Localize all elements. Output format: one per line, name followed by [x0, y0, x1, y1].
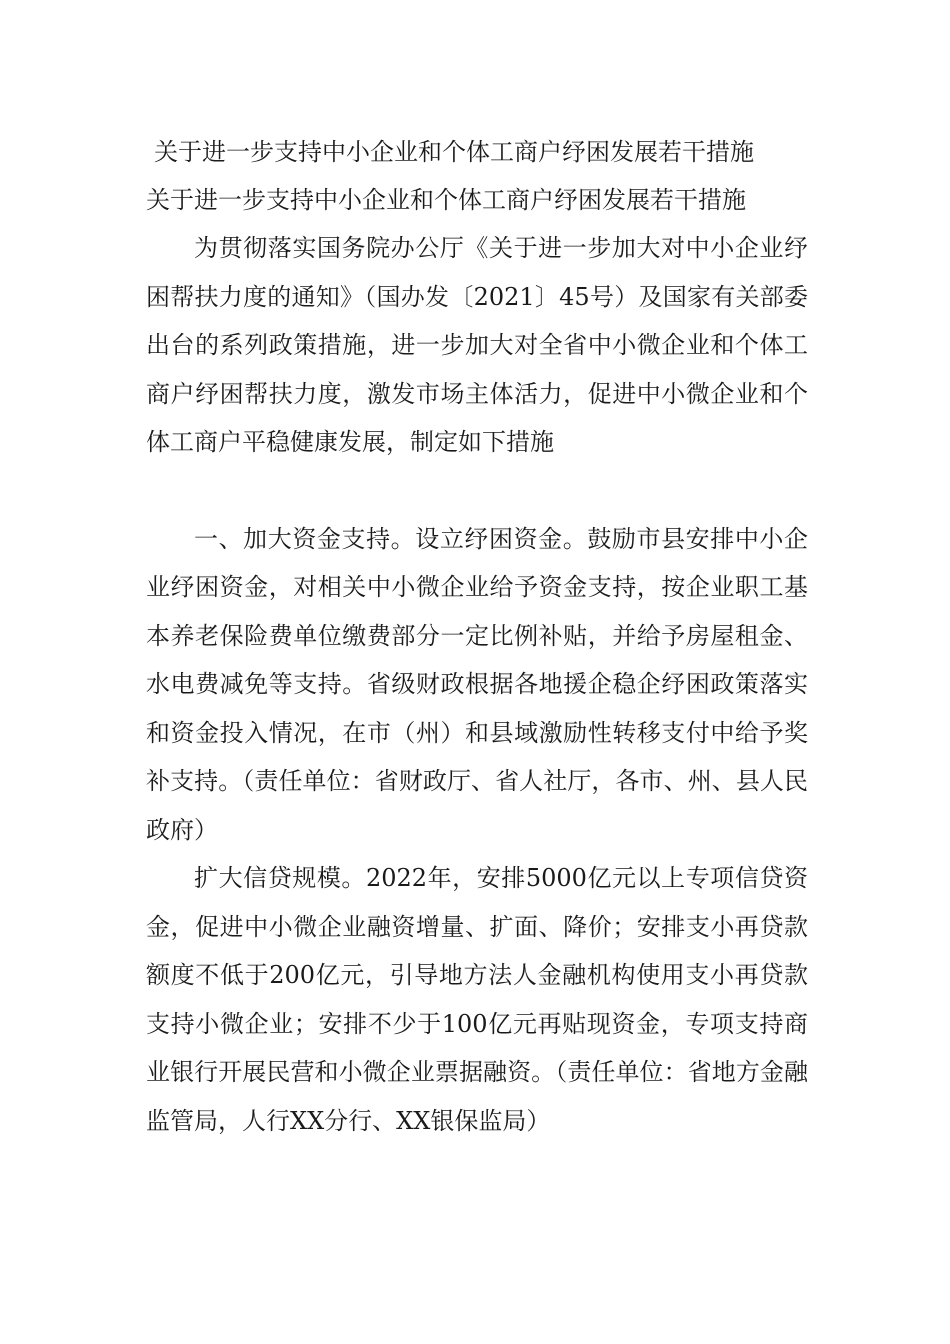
document-title-line-1: 关于进一步支持中小企业和个体工商户纾困发展若干措施 — [154, 138, 754, 166]
section-1-paragraph: 一、加大资金支持。设立纾困资金。鼓励市县安排中小企业纾困资金，对相关中小微企业给予资金支持，按企业职工基本养老保险费单位缴费部分一定比例补贴，并给予房屋租金、水电费减免等支持。省级财政根据各地援企稳企纾困政策落实和资金投入情况，在市（州）和县域激励性转移支付中给予奖补支持。（责任单位：省财政厅、省人社厅，各市、州、县人民政府） — [146, 524, 808, 844]
credit-scale-paragraph: 扩大信贷规模。2022年，安排5000亿元以上专项信贷资金，促进中小微企业融资增量、扩面、降价；安排支小再贷款额度不低于200亿元，引导地方法人金融机构使用支小再贷款支持小微企业；安排不少于100亿元再贴现资金，专项支持商业银行开展民营和小微企业票据融资。（责任单位：省地方金融监管局，人行XX分行、XX银保监局） — [146, 864, 808, 1135]
document-title-line-2: 关于进一步支持中小企业和个体工商户纾困发展若干措施 — [146, 186, 746, 214]
paragraph-gap — [146, 467, 808, 515]
intro-paragraph: 为贯彻落实国务院办公厅《关于进一步加大对中小企业纾困帮扶力度的通知》（国办发〔2021〕45号）及国家有关部委出台的系列政策措施，进一步加大对全省中小微企业和个体工商户纾困帮扶力度，激发市场主体活力，促进中小微企业和个体工商户平稳健康发展，制定如下措施 — [146, 234, 808, 456]
document-page — [146, 128, 808, 1145]
